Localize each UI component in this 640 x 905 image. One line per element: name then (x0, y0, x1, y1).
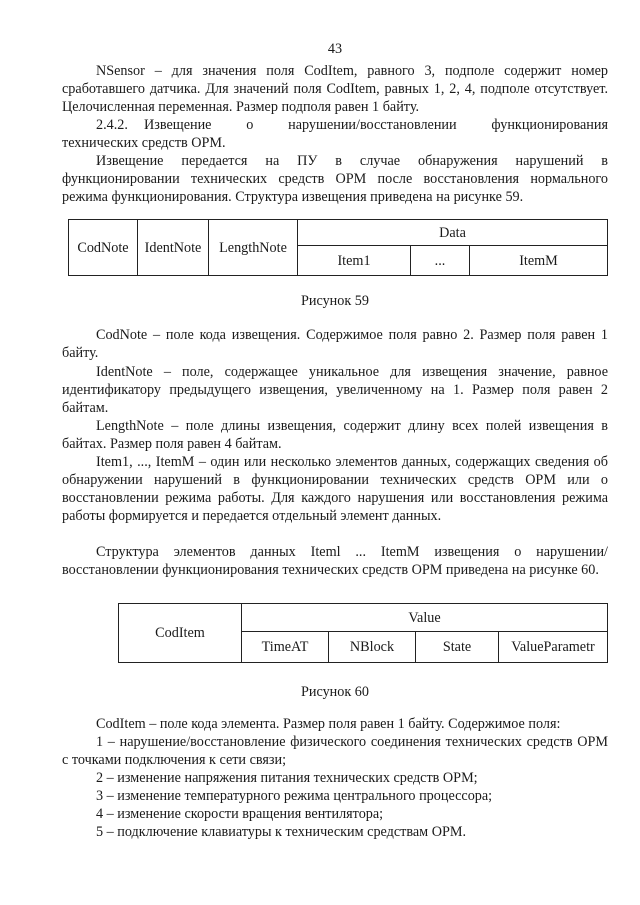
cell-state: State (416, 632, 499, 663)
cell-lengthnote: LengthNote (209, 220, 298, 276)
cell-value: Value (242, 604, 608, 632)
paragraph-items: Item1, ..., ItemM – один или несколько элементов данных, содержащих сведения об обнаружении нарушений в функционировании технических средств ОРМ или о восстановлении режима работы. Для каждого нарушения или восстановления режима работы формируется и передается отдельный элемент данных. (62, 454, 608, 524)
section-title-line2: технических средств ОРМ. (62, 135, 226, 151)
figure-60-table (118, 603, 608, 663)
paragraph-coditem: CodItem – поле кода элемента. Размер поля равен 1 байту. Содержимое поля: (96, 716, 561, 732)
figure-59-caption: Рисунок 59 (300, 293, 369, 309)
cell-itemm: ItemM (470, 246, 608, 276)
list-item-5: 5 – подключение клавиатуры к техническим средствам ОРМ. (96, 824, 467, 840)
figure-60-caption: Рисунок 60 (300, 684, 369, 700)
paragraph-item-structure: Структура элементов данных Iteml ... ItemM извещения о нарушении/восстановлении функционирования технических средств ОРМ приведена на рисунке 60. (62, 544, 608, 578)
cell-identnote: IdentNote (138, 220, 209, 276)
section-heading (62, 116, 608, 152)
cell-codnote: CodNote (69, 220, 138, 276)
list-item-3: 3 – изменение температурного режима центрального процессора; (96, 788, 493, 804)
page-number: 43 (327, 41, 343, 57)
section-number: 2.4.2. (96, 117, 128, 133)
paragraph-nsensor: NSensor – для значения поля CodItem, равного 3, подполе содержит номер сработавшего датчика. Для значений поля CodItem, равных 1, 2, 4, подполе отсутствует. Целочисленная переменная. Размер подполя равен 1 байту. (62, 63, 608, 115)
paragraph-identnote: IdentNote – поле, содержащее уникальное для извещения значение, равное идентификатору предыдущего извещения, увеличенному на 1. Размер поля равен 2 байтам. (62, 364, 608, 416)
section-title-line1: Извещение о нарушении/восстановлении функционирования (144, 117, 608, 133)
paragraph-notice-intro: Извещение передается на ПУ в случае обнаружения нарушений в функционировании технических средств ОРМ после восстановления нормального режима функционирования. Структура извещения приведена на рисунке 59. (62, 153, 608, 205)
list-item-1: 1 – нарушение/восстановление физического соединения технических средств ОРМ с точками подключения к сети связи; (62, 734, 608, 768)
cell-nblock: NBlock (329, 632, 416, 663)
figure-59-table (68, 219, 608, 276)
list-item-4: 4 – изменение скорости вращения вентилятора; (96, 806, 384, 822)
list-item-2: 2 – изменение напряжения питания технических средств ОРМ; (96, 770, 478, 786)
paragraph-lengthnote: LengthNote – поле длины извещения, содержит длину всех полей извещения в байтах. Размер поля равен 4 байтам. (62, 418, 608, 452)
cell-coditem: CodItem (119, 604, 242, 663)
paragraph-codnote: CodNote – поле кода извещения. Содержимое поля равно 2. Размер поля равен 1 байту. (62, 327, 608, 361)
cell-timeat: TimeAT (242, 632, 329, 663)
cell-data: Data (298, 220, 608, 246)
cell-ellipsis: ... (411, 246, 470, 276)
cell-valueparametr: ValueParametr (499, 632, 608, 663)
cell-item1: Item1 (298, 246, 411, 276)
